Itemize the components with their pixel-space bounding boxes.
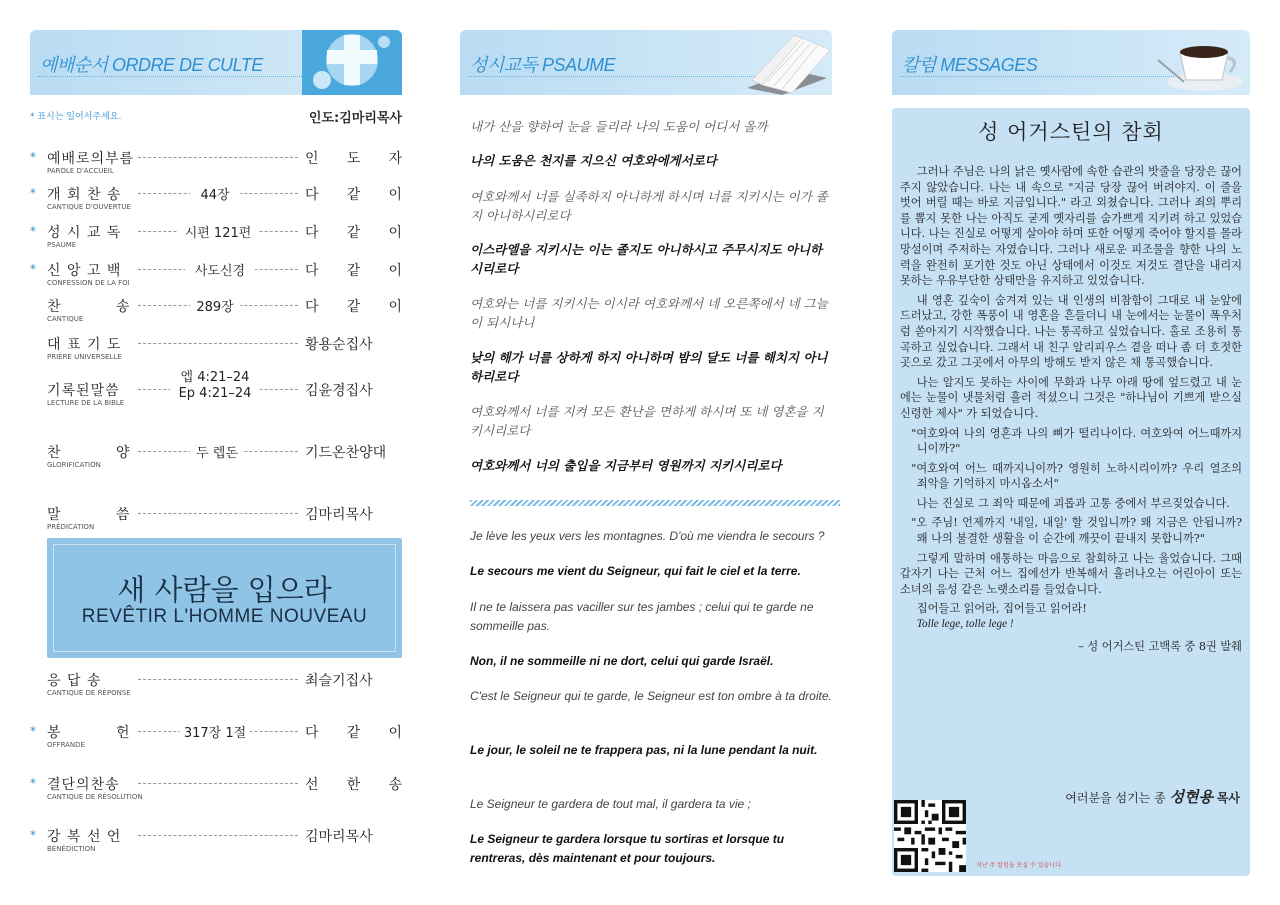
dotted-leader [138,783,298,784]
order-item [30,826,402,860]
order-item-korean: 말 씀 [47,507,131,523]
article-quote: "여호와여 나의 영혼과 나의 뼈가 떨리나이다. 여호와여 어느때까지니이까?" [911,426,1242,456]
order-item-person: 인 도 자 [305,151,402,167]
order-item-french: PRIÈRE UNIVERSELLE [47,353,122,361]
psalm-korean-response: 여호와께서 너의 출입을 지금부터 영원까지 지키시리로다 [470,458,782,473]
coffee-cup-icon [1150,30,1250,95]
order-item-reference: 두 렙돈 [190,442,244,461]
order-item-person: 황용순집사 [305,337,373,353]
psalm-header [460,30,832,95]
article-chant: 집어들고 읽어라, 집어들고 읽어라! [916,602,1087,616]
order-item-korean: 개 회 찬 송 [47,187,122,203]
header-dotted-line [468,76,772,77]
order-item-korean: 성 시 교 독 [47,225,122,241]
order-item-french: LECTURE DE LA BIBLE [47,399,125,407]
psalm-korean-response: 이스라엘을 지키시는 이는 졸지도 아니하시고 주무시지도 아니하시리로다 [470,242,823,276]
signature-prefix: 여러분을 섬기는 종 [1065,791,1166,805]
dotted-leader [138,835,298,836]
psalm-header-title: 성시교독 PSAUME [470,55,616,75]
order-item [30,260,402,294]
standing-star-icon: * [30,262,36,276]
order-item-french: CANTIQUE D'OUVERTUE [47,203,131,211]
order-item-french: CONFESSION DE LA FOI [47,279,130,287]
order-header [30,30,402,95]
reference-korean: 엡 4:21–24 [180,370,250,385]
order-item-person: 최슬기집사 [305,673,373,689]
order-item [30,222,402,256]
dotted-leader [138,513,298,514]
order-item [30,670,402,704]
article-paragraph: 그러나 주님은 나의 낡은 옛사람에 속한 습관의 밧줄을 당장은 끊어주지 않았습니다. 나는 내 속으로 "지금 당장 끊어 버려야지. 이 줄을 벗어 버릴 때는 바로 지금입니다." 라고 외쳤습니다. 그러나 죄의 뿌리를 뽑지 못한 나는 아직도 굳게 옛자리를 숨가쁘게 지키려 하고 있었습니다. 나는 진실로 어떻게 살아야 하며 또한 어떻게 죽어야 할지를 몰라 망설이며 주저하는 자였습니다. 그러나 새로운 피조물을 향한 나의 노력을 완전히 포기한 것도 아닌 상태에서 이것도 저것도 결단을 내리지 못하는 우유부단한 상태만을 유지하고 있었습니다. [900,165,1242,288]
dotted-leader [138,157,298,158]
standing-star-icon: * [30,828,36,842]
column-article [892,108,1250,876]
standing-star-icon: * [30,150,36,164]
article-title: 성 어거스틴의 참회 [978,120,1164,144]
dotted-leader [138,343,298,344]
order-item-person: 다 같 이 [305,299,402,315]
standing-note: * 표시는 일어서주세요. [30,112,122,122]
order-item [30,184,402,218]
sermon-title-banner [47,538,402,658]
order-item-person: 기드온찬양대 [305,445,387,461]
order-item-reference: 시편 121편 [178,222,258,241]
standing-star-icon: * [30,776,36,790]
message-column [892,30,1250,869]
order-item-korean: 기록된말씀 [47,383,120,399]
standing-note-row [30,109,402,126]
order-item-person: 다 같 이 [305,263,402,279]
message-header [892,30,1250,95]
order-item-french: BÉNÉDICTION [47,845,96,853]
article-body [900,164,1242,664]
psalm-french-response: Le secours me vient du Seigneur, qui fait le ciel et la terre. [470,564,801,578]
psalm-french-verse: Le Seigneur te gardera de tout mal, il gardera ta vie ; [470,797,751,811]
order-item-reference: 317장 1절 [180,722,250,741]
order-item-french: CANTIQUE DE RÉPONSE [47,689,131,697]
standing-star-icon: * [30,224,36,238]
order-item [30,370,402,414]
order-item-french: OFFRANDE [47,741,85,749]
order-item-person: 김윤경집사 [305,383,373,399]
qr-note: 지난 주 칼럼을 보실 수 있습니다. [976,862,1063,869]
order-item-korean: 결단의찬송 [47,777,120,793]
article-source: – 성 어거스틴 고백록 중 8권 발췌 [1078,639,1242,653]
order-item [30,722,402,756]
article-quote: "오 주님! 언제까지 '내일, 내일' 할 것입니까? 왜 지금은 안됩니까? 왜 나의 불결한 생활을 이 순간에 깨끗이 끝내지 못합니까?" [911,516,1242,546]
order-item-korean: 찬 송 [47,299,131,315]
psalm-korean-verse: 여호와는 너를 지키시는 이시라 여호와께서 네 오른쪽에서 네 그늘이 되시나니 [470,296,828,330]
order-item-reference: 44장 [190,184,240,203]
section-divider [470,500,840,506]
order-item-korean: 강 복 선 언 [47,829,122,845]
order-item-french: PSAUME [47,241,77,249]
order-item-french: CANTIQUE [47,315,84,323]
order-item-reference: 289장 [190,296,240,315]
order-item-korean: 예배로의부름 [47,151,135,167]
order-item [30,442,402,476]
order-item [30,504,402,538]
dotted-leader [138,679,298,680]
psalm-korean-response: 낮의 해가 너를 상하게 하지 아니하며 밤의 달도 너를 해치지 아니하리로다 [470,350,828,384]
order-item-person: 김마리목사 [305,829,373,845]
order-item [30,774,402,808]
psalm-french-verse: Je lève les yeux vers les montagnes. D'où me viendra le secours ? [470,529,825,543]
message-header-title: 칼럼 MESSAGES [902,55,1038,75]
order-header-title: 예배순서 ORDRE DE CULTE [40,55,263,75]
standing-star-icon: * [30,186,36,200]
order-item [30,148,402,182]
order-item-korean: 응 답 송 [47,673,102,689]
order-item-french: CANTIQUE DE RÉSOLUTION [47,793,143,801]
header-dotted-line [38,76,342,77]
article-chant-latin: Tolle lege, tolle lege ! [916,618,1014,631]
standing-star-icon: * [30,724,36,738]
header-dotted-line [900,76,1190,77]
cross-light-icon [302,30,402,95]
article-quote: "여호와여 어느 때까지니이까? 영원히 노하시리이까? 우리 열조의 죄악을 기억하지 마시옵소서" [911,461,1242,491]
order-item-person: 선 한 송 [305,777,402,793]
order-item-person: 다 같 이 [305,225,402,241]
article-paragraph: 나는 알지도 못하는 사이에 무화과 나무 아래 땅에 엎드렸고 내 눈에는 눈물이 냇물처럼 흘러 적셨으니 그것은 "하나님이 기쁘게 받으실 신령한 제사" 가 되었습니다. [900,375,1242,420]
order-item-korean: 찬 양 [47,445,131,461]
open-book-icon [732,30,832,95]
order-item [30,334,402,368]
order-item [30,296,402,330]
psalm-column [460,30,832,865]
psalm-french-response: Le jour, le soleil ne te frappera pas, ni la lune pendant la nuit. [470,743,818,757]
article-paragraph: 내 영혼 깊숙이 숨겨져 있는 내 인생의 비참함이 그대로 내 눈앞에 드러났고, 강한 폭풍이 내 영혼을 흔들더니 내 눈에서는 눈물이 폭우처럼 쏟아지기 시작했습니다. 나는 통곡하고 싶었습니다. 홀로 조용히 통곡하고 싶었습니다. 그래서 내 친구 알리피우스 곁을 떠나 좀 더 호젓한 곳으로 갔고 그곳에서 아무의 방해도 받지 않은 채 통곡했습니다. [900,293,1242,370]
reference-french: Ep 4:21–24 [178,386,252,401]
order-item-korean: 봉 헌 [47,725,131,741]
psalm-french-response: Non, il ne sommeille ni ne dort, celui qui garde Israël. [470,654,774,668]
order-item-person: 김마리목사 [305,507,373,523]
order-of-service-column [30,30,402,853]
order-item-korean: 대 표 기 도 [47,337,122,353]
sermon-title-korean: 새 사람을 입으라 [117,573,332,607]
psalm-french-verse: C'est le Seigneur qui te garde, le Seigneur est ton ombre à ta droite. [470,689,832,703]
article-paragraph: 나는 진실로 그 죄악 때문에 괴롭과 고통 중에서 부르짖었습니다. [916,496,1230,510]
order-item-person: 다 같 이 [305,725,402,741]
psalm-korean-response: 나의 도움은 천지를 지으신 여호와에게서로다 [470,153,717,168]
order-item-french: PRÉDICATION [47,523,95,531]
order-item-person: 다 같 이 [305,187,402,203]
order-item-reference [170,370,260,402]
author-signature [1065,786,1240,807]
signature-name: 성현용 [1169,788,1213,806]
psalm-korean-verse: 여호와께서 너를 지켜 모든 환난을 면하게 하시며 또 네 영혼을 지키시리로다 [470,404,824,438]
psalm-korean-verse: 여호와께서 너를 실족하지 아니하게 하시며 너를 지키시는 이가 졸지 아니하시리로다 [470,189,828,223]
article-paragraph: 그렇게 말하며 애통하는 마음으로 참회하고 나는 울었습니다. 그때 갑자기 나는 근처 어느 집에선가 반복해서 흘러나오는 어린아이 또는 소녀의 음성 같은 노랫소리를 들었습니다. [900,551,1242,596]
psalm-korean-verse: 내가 산을 향하여 눈을 들리라 나의 도움이 어디서 올까 [470,119,768,134]
worship-leader: 인도:김마리목사 [308,111,402,126]
qr-code-icon[interactable] [894,800,966,872]
order-item-french: GLORIFICATION [47,461,101,469]
signature-suffix: 목사 [1216,791,1240,805]
sermon-title-french: REVÊTIR L'HOMME NOUVEAU [81,606,368,627]
order-item-korean: 신 앙 고 백 [47,263,122,279]
psalm-french-verse: Il ne te laissera pas vaciller sur tes jambes ; celui qui te garde ne sommeille pas. [470,600,814,633]
order-item-reference: 사도신경 [185,260,255,279]
order-item-french: PAROLE D'ACCUEIL [47,167,114,175]
psalm-french-response: Le Seigneur te gardera lorsque tu sortiras et lorsque tu rentreras, dès maintenant et pour toujours. [470,832,785,865]
